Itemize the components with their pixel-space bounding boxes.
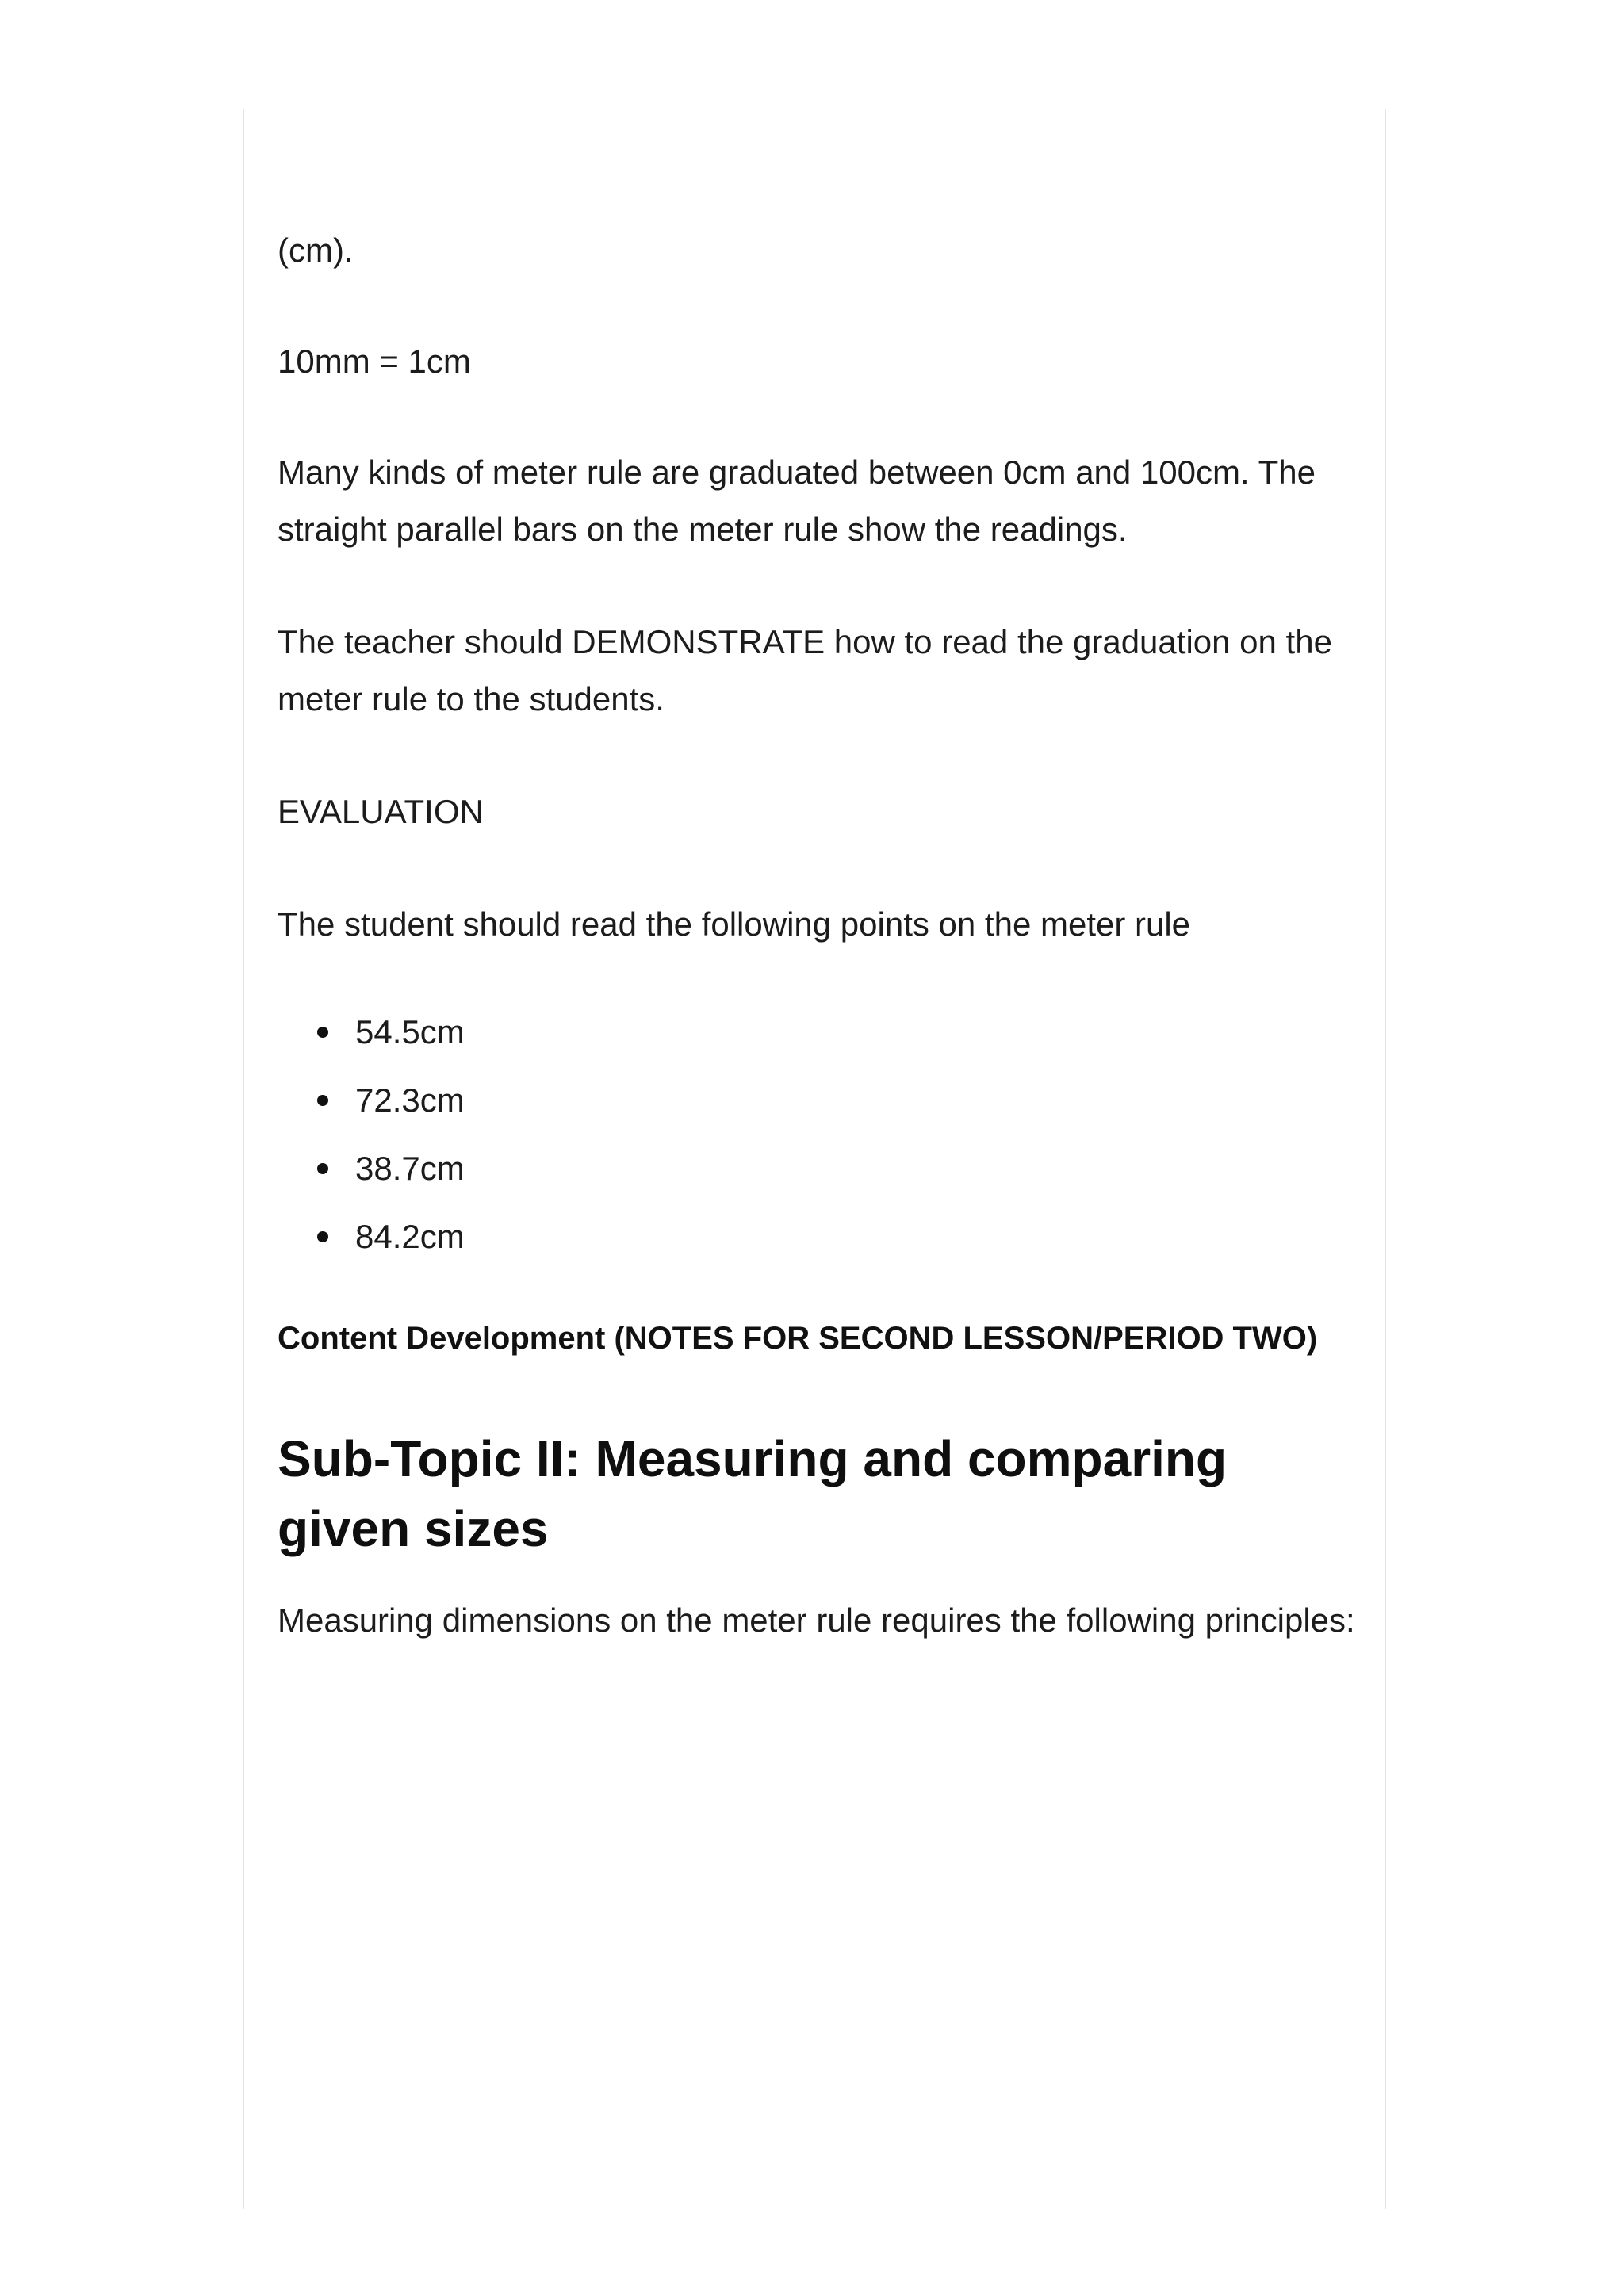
paragraph-meter-rule-graduation: Many kinds of meter rule are graduated between 0cm and 100cm. The straight parallel bars on the meter rule show the readings. <box>278 453 1316 548</box>
list-item-text: 38.7cm <box>355 1150 465 1187</box>
article-column <box>243 109 1386 2209</box>
paragraph-student-read: The student should read the following points on the meter rule <box>278 905 1191 943</box>
list-item <box>278 1072 465 1140</box>
readings-list <box>278 1004 465 1276</box>
bullet-icon <box>317 1095 328 1106</box>
evaluation-label: EVALUATION <box>278 793 484 830</box>
list-item <box>278 1004 465 1072</box>
bullet-icon <box>317 1027 328 1038</box>
paragraph-conversion: 10mm = 1cm <box>278 342 471 380</box>
subtopic-heading: Sub-Topic II: Measuring and comparing given sizes <box>278 1430 1228 1557</box>
bullet-icon <box>317 1163 328 1174</box>
list-item <box>278 1140 465 1208</box>
list-item-text: 72.3cm <box>355 1081 465 1119</box>
paragraph-teacher-demonstrate: The teacher should DEMONSTRATE how to read the graduation on the meter rule to the students. <box>278 623 1332 718</box>
paragraph-cm-unit: (cm). <box>278 232 354 269</box>
list-item-text: 54.5cm <box>355 1013 465 1050</box>
list-item-text: 84.2cm <box>355 1218 465 1255</box>
content-development-heading: Content Development (NOTES FOR SECOND LESSON/PERIOD TWO) <box>278 1321 1318 1356</box>
list-item <box>278 1208 465 1276</box>
bullet-icon <box>317 1231 328 1242</box>
paragraph-measuring-principles: Measuring dimensions on the meter rule requires the following principles: <box>278 1601 1355 1639</box>
